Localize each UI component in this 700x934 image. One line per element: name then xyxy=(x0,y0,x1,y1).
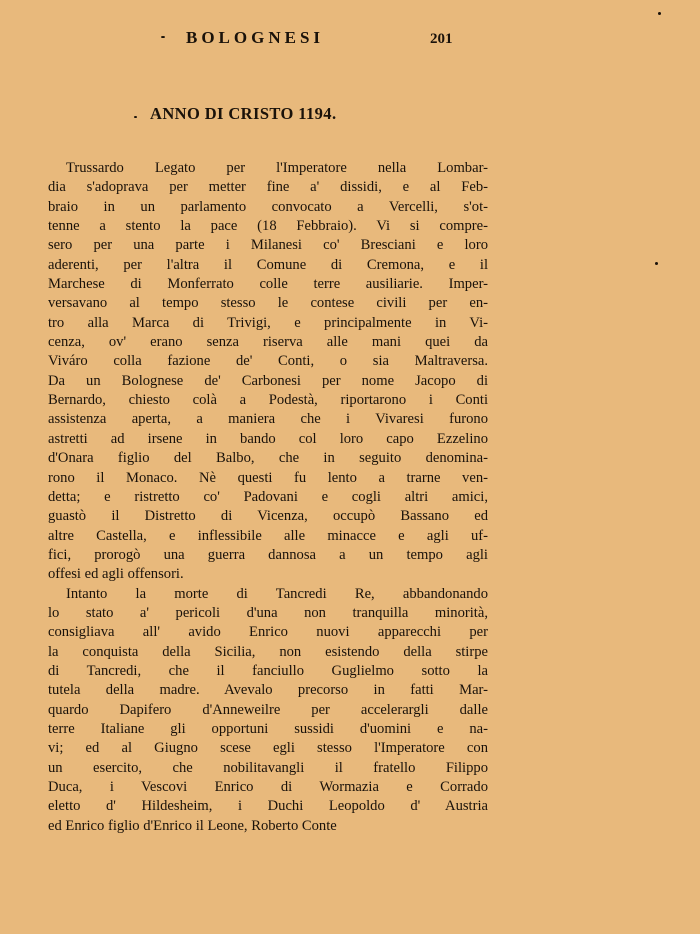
page-number: 201 xyxy=(430,31,453,47)
text-line: sero per una parte i Milanesi co' Bresciani e loro xyxy=(48,237,488,254)
text-line: astretti ad irsene in bando col loro capo Ezzelino xyxy=(48,430,488,447)
text-line: Viváro colla fazione de' Conti, o sia Maltraversa. xyxy=(48,353,488,370)
text-line: aderenti, per l'altra il Comune di Cremona, e il xyxy=(48,256,488,273)
text-line: dia s'adoprava per metter fine a' dissidi, e al Feb- xyxy=(48,179,488,196)
print-speck xyxy=(161,36,165,38)
text-line: ed Enrico figlio d'Enrico il Leone, Roberto Conte xyxy=(48,817,337,834)
text-line: guastò il Distretto di Vicenza, occupò Bassano ed xyxy=(48,508,488,525)
body-text xyxy=(48,159,488,836)
section-title: ANNO DI CRISTO 1194. xyxy=(150,104,337,123)
text-line: Bernardo, chiesto colà a Podestà, riportarono i Conti xyxy=(48,392,488,409)
text-line: rono il Monaco. Nè questi fu lento a trarne ven- xyxy=(48,469,488,486)
text-line: versavano al tempo stesso le contese civili per en- xyxy=(48,295,488,312)
text-line: consigliava all' avido Enrico nuovi apparecchi per xyxy=(48,624,488,641)
print-speck xyxy=(655,262,658,265)
text-line: quardo Dapifero d'Anneweilre per accelerargli dalle xyxy=(48,701,488,718)
text-line: detta; e ristretto co' Padovani e cogli altri amici, xyxy=(48,488,488,505)
text-line: di Tancredi, che il fanciullo Guglielmo sotto la xyxy=(48,662,488,679)
text-line: Marchese di Monferrato colle terre ausiliarie. Imper- xyxy=(48,276,488,293)
text-line: terre Italiane gli opportuni sussidi d'uomini e na- xyxy=(48,720,488,737)
paragraph xyxy=(48,585,488,836)
text-line: Intanto la morte di Tancredi Re, abbandonando xyxy=(66,585,488,602)
text-line: cenza, ov' erano senza riserva alle mani quei da xyxy=(48,334,488,351)
paragraph xyxy=(48,159,488,585)
text-line: vi; ed al Giugno scese egli stesso l'Imperatore con xyxy=(48,740,488,757)
text-line: eletto d' Hildesheim, i Duchi Leopoldo d' Austria xyxy=(48,798,488,815)
text-line: assistenza aperta, a maniera che i Vivaresi furono xyxy=(48,411,488,428)
text-line: un esercito, che nobilitavangli il fratello Filippo xyxy=(48,759,488,776)
running-head-title: BOLOGNESI xyxy=(186,28,325,47)
text-line: tenne a stento la pace (18 Febbraio). Vi si compre- xyxy=(48,218,488,235)
text-line: fici, prorogò una guerra dannosa a un tempo agli xyxy=(48,546,488,563)
text-line: offesi ed agli offensori. xyxy=(48,566,184,583)
text-line: altre Castella, e inflessibile alle minacce e agli uf- xyxy=(48,527,488,544)
print-speck xyxy=(658,12,661,15)
print-speck xyxy=(134,116,137,118)
text-line: tro alla Marca di Trivigi, e principalmente in Vi- xyxy=(48,314,488,331)
text-line: Da un Bolognese de' Carbonesi per nome Jacopo di xyxy=(48,372,488,389)
text-line: d'Onara figlio del Balbo, che in seguito denomina- xyxy=(48,450,488,467)
text-line: tutela della madre. Avevalo precorso in fatti Mar- xyxy=(48,682,488,699)
text-line: Trussardo Legato per l'Imperatore nella Lombar- xyxy=(66,160,488,176)
text-line: braio in un parlamento convocato a Vercelli, s'ot- xyxy=(48,198,488,215)
text-line: Duca, i Vescovi Enrico di Wormazia e Corrado xyxy=(48,779,488,795)
text-line: lo stato a' pericoli d'una non tranquilla minorità, xyxy=(48,604,488,621)
text-line: la conquista della Sicilia, non esistendo della stirpe xyxy=(48,643,488,660)
